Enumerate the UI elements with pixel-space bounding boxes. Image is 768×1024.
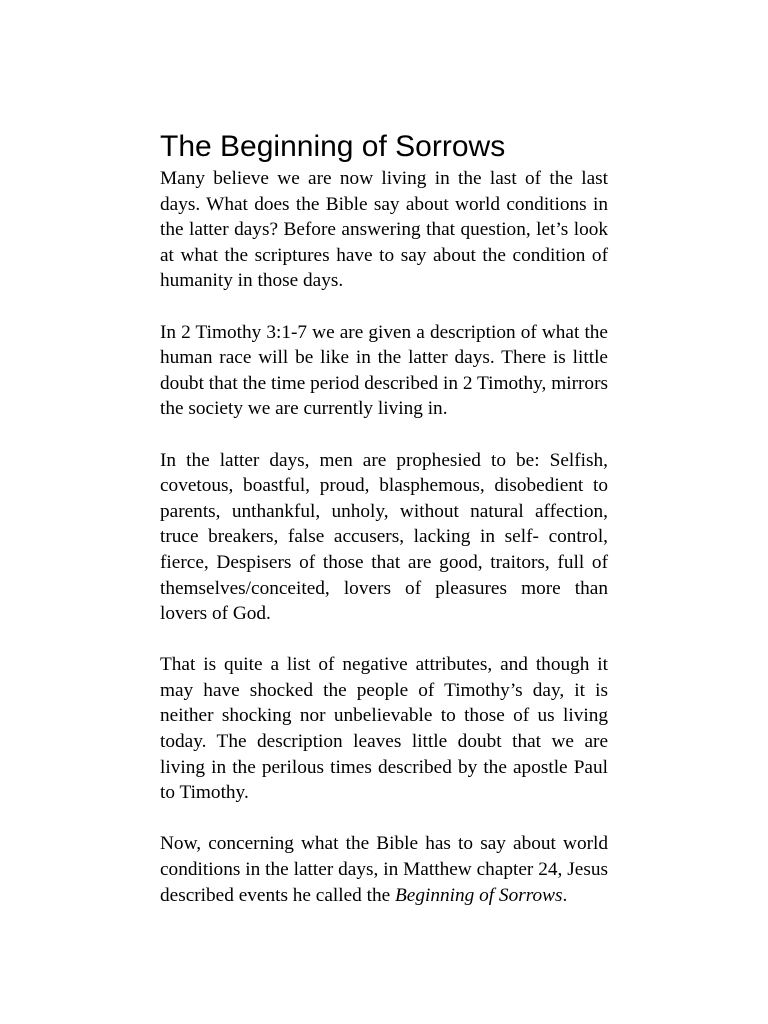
page-title: The Beginning of Sorrows xyxy=(160,130,506,163)
document-body xyxy=(160,128,608,934)
paragraph-5-end: . xyxy=(562,884,568,906)
italic-phrase: Beginning of Sorrows xyxy=(395,884,563,906)
paragraph-2: In 2 Timothy 3:1-7 we are given a description of what the human race will be like in the latter days. There is little doubt that the time period described in 2 Timothy, mirrors the society we are currently living in. xyxy=(160,321,608,420)
paragraph-5 xyxy=(160,831,608,908)
paragraph-4: That is quite a list of negative attributes, and though it may have shocked the people of Timothy’s day, it is neither shocking nor unbelievable to those of us living today. The description leaves little doubt that we are living in the perilous times described by the apostle Paul to Timothy. xyxy=(160,654,608,804)
paragraph-3: In the latter days, men are prophesied to be: Selfish, covetous, boastful, proud, blasphemous, disobedient to parents, unthankful, unholy, without natural affection, truce breakers, false accusers, lacking in self- control, fierce, Despisers of those that are good, traitors, full of themselves/conceited, lovers of pleasures more than lovers of God. xyxy=(160,449,608,625)
paragraph-5-text: Now, concerning what the Bible has to say about world conditions in the latter days, in Matthew chapter 24, Jesus described events he called the xyxy=(160,833,608,906)
paragraph-1: Many believe we are now living in the last of the last days. What does the Bible say about world conditions in the latter days? Before answering that question, let’s look at what the scriptures have to say about the condition of humanity in those days. xyxy=(160,168,608,292)
